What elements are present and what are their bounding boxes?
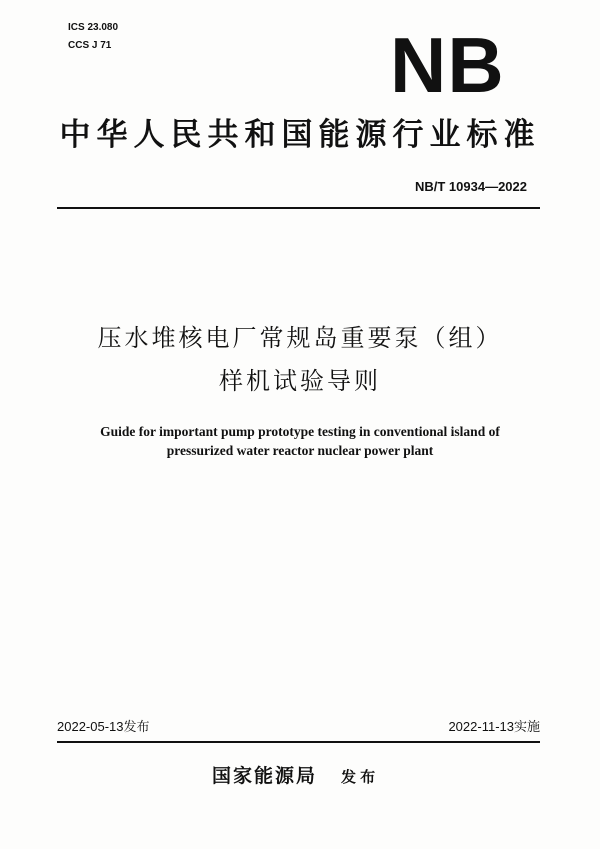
- chinese-title-line-1: 压水堆核电厂常规岛重要泵（组）: [97, 325, 503, 352]
- implementation-date: 2022-11-13实施: [448, 719, 540, 734]
- ccs-code: CCS J 71: [68, 40, 112, 51]
- nb-logo: NB: [390, 21, 505, 109]
- issue-label: 发 布: [341, 769, 376, 786]
- issuing-authority: 国家能源局: [212, 766, 318, 787]
- publish-date: 2022-05-13发布: [57, 719, 150, 734]
- standard-category-heading: 中华人民共和国能源行业标准: [59, 117, 541, 152]
- footer-divider: [57, 741, 540, 743]
- header-divider: [57, 207, 540, 209]
- ics-code: ICS 23.080: [68, 22, 119, 33]
- standard-number: NB/T 10934—2022: [414, 179, 527, 194]
- english-title-line-1: Guide for important pump prototype testing in conventional island of: [100, 424, 500, 439]
- english-title-line-2: pressurized water reactor nuclear power plant: [166, 443, 434, 458]
- chinese-title-line-2: 样机试验导则: [219, 368, 381, 395]
